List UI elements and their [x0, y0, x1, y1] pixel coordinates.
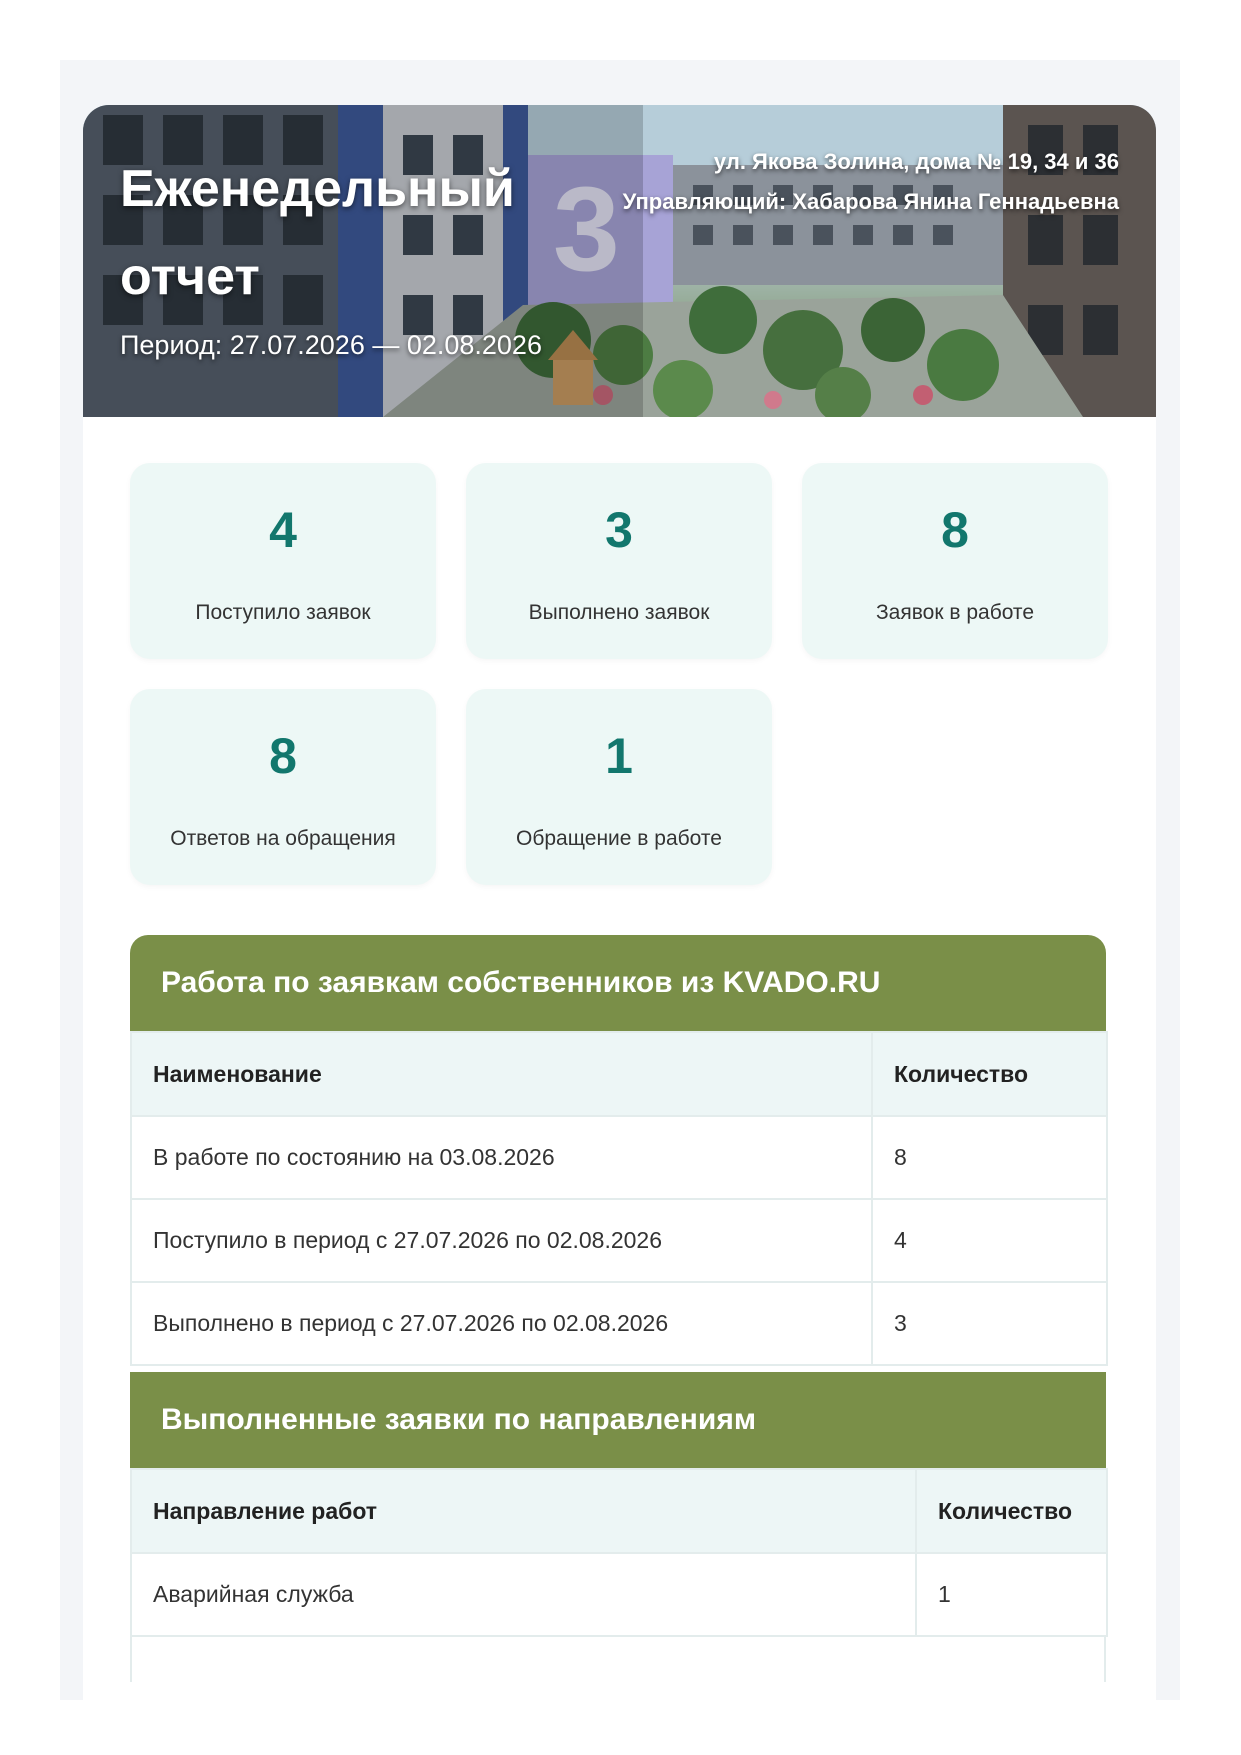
stat-label: Ответов на обращения [170, 827, 396, 850]
hero-banner [83, 105, 1156, 417]
stat-label: Обращение в работе [516, 827, 722, 850]
column-header-count: Количество [916, 1469, 1107, 1553]
manager-text: Управляющий: Хабарова Янина Геннадьевна [622, 189, 1119, 214]
report-period: Период: 27.07.2026 — 02.08.2026 [120, 330, 542, 360]
row-count: 8 [872, 1116, 1107, 1199]
stat-card-completed [466, 463, 772, 659]
table-row [131, 1199, 1107, 1282]
address-block [599, 142, 1119, 222]
stat-value: 4 [269, 502, 297, 558]
directions-section-title: Выполненные заявки по направлениям [130, 1372, 1106, 1468]
stat-label: Поступило заявок [195, 601, 371, 624]
row-count: 3 [872, 1282, 1107, 1365]
stat-card-in-progress [802, 463, 1108, 659]
row-name: В работе по состоянию на 03.08.2026 [131, 1116, 872, 1199]
row-name: Аварийная служба [131, 1553, 916, 1636]
row-count: 4 [872, 1199, 1107, 1282]
stat-card-appeals-in-progress [466, 689, 772, 885]
table-row [131, 1282, 1107, 1365]
table-header-row [131, 1032, 1107, 1116]
stat-card-replies [130, 689, 436, 885]
table-header-row [131, 1469, 1107, 1553]
row-name: Поступило в период с 27.07.2026 по 02.08.2026 [131, 1199, 872, 1282]
report-card [83, 105, 1156, 1705]
directions-table [130, 1468, 1108, 1637]
kvado-section [130, 935, 1106, 1366]
stat-value: 8 [269, 728, 297, 784]
row-count: 1 [916, 1553, 1107, 1636]
column-header-name: Наименование [131, 1032, 872, 1116]
table-row [131, 1116, 1107, 1199]
column-header-count: Количество [872, 1032, 1107, 1116]
row-name: Выполнено в период с 27.07.2026 по 02.08.2026 [131, 1282, 872, 1365]
stat-label: Заявок в работе [875, 601, 1034, 624]
directions-section [130, 1372, 1106, 1682]
stat-label: Выполнено заявок [528, 601, 710, 624]
stat-value: 3 [605, 502, 633, 558]
kvado-table [130, 1031, 1108, 1366]
table-row [131, 1553, 1107, 1636]
kvado-section-title: Работа по заявкам собственников из KVADO.RU [130, 935, 1106, 1031]
report-title: Еженедельный отчет [120, 160, 515, 306]
address-text: ул. Якова Золина, дома № 19, 34 и 36 [713, 149, 1119, 174]
stat-value: 1 [605, 728, 633, 784]
column-header-direction: Направление работ [131, 1469, 916, 1553]
table-continuation [130, 1637, 1106, 1682]
stat-value: 8 [941, 502, 969, 558]
stat-card-received [130, 463, 436, 659]
